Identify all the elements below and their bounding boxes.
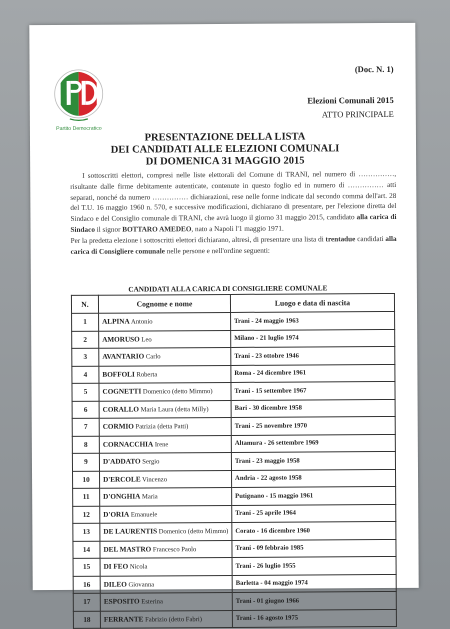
table-row [72, 451, 395, 470]
candidate-name [99, 382, 231, 400]
candidate-birth: Altamura - 26 settembre 1969 [231, 434, 395, 453]
candidate-name [99, 365, 231, 383]
candidate-surname: D'ERCOLE [103, 475, 141, 484]
candidate-name [100, 505, 232, 523]
table-row [72, 364, 395, 383]
candidate-number: 8 [72, 436, 99, 454]
candidate-first-name: Roberta [136, 371, 158, 379]
candidate-surname: FERRANTE [103, 615, 144, 624]
candidate-number: 7 [72, 418, 99, 436]
candidate-number: 5 [72, 383, 99, 401]
table-row [73, 574, 396, 593]
candidate-first-name: Irene [154, 441, 169, 449]
p2-part-c: nelle persone e nell'ordine seguenti: [164, 246, 270, 255]
candidate-number: 6 [72, 401, 99, 419]
candidate-surname: CORALLO [102, 405, 139, 414]
candidate-birth: Roma - 24 dicembre 1961 [231, 364, 395, 383]
table-row [73, 486, 396, 505]
candidate-birth: Trani - 15 settembre 1967 [231, 381, 395, 400]
title-line-2: DEI CANDIDATI ALLE ELEZIONI COMUNALI [110, 143, 340, 156]
candidate-birth: Milano - 21 luglio 1974 [231, 329, 395, 348]
candidate-birth: Barletta - 04 maggio 1974 [232, 574, 396, 593]
candidate-number: 15 [73, 558, 100, 576]
candidate-first-name: Antonio [130, 318, 153, 326]
candidate-name [100, 592, 232, 610]
candidate-surname: D'ONGHIA [103, 492, 141, 501]
candidate-first-name: Domenico (detto Mimmo) [158, 528, 229, 536]
p1-part-b: ……………, risultante dalle firme debitamente autenticate, contenute in questo foglio ed in numero di …………… atti separati, nonché da numero …………… dichiarazioni, rese nelle forme indicate dal secondo comma dell'art. 28 del T.U. 16 maggio 1960 n. 570, e successive modificazioni, dichiarano di presentare, per l'elezione diretta del Sindaco e del Consiglio comunale di TRANI, che avrà luogo il giorno 31 maggio 2015, candidato [70, 169, 397, 224]
candidate-name [99, 452, 231, 470]
candidates-table-body [72, 311, 397, 628]
declaration-text [70, 169, 397, 257]
election-title: Elezioni Comunali 2015 [307, 94, 394, 106]
table-row [73, 609, 396, 628]
candidate-name [100, 470, 232, 488]
candidate-surname: BOFFOLI [102, 370, 135, 379]
table-header-row [71, 293, 394, 313]
candidate-number: 9 [72, 453, 99, 471]
table-row [73, 521, 396, 540]
logo-caption: Partito Democratico [56, 125, 102, 133]
candidate-surname: CORNACCHIA [102, 440, 154, 449]
candidate-first-name: Giovanna [128, 581, 155, 589]
candidate-name [99, 347, 231, 365]
candidate-surname: DEL MASTRO [103, 545, 152, 554]
candidate-birth: Bari - 30 dicembre 1958 [231, 399, 395, 418]
candidate-surname: DI FEO [103, 562, 129, 571]
candidate-number: 13 [73, 523, 100, 541]
candidate-name [100, 540, 232, 558]
title-line-1: PRESENTAZIONE DELLA LISTA [144, 131, 306, 144]
p1-bold-candidate: BOTTARO AMEDEO [122, 225, 192, 234]
candidate-surname: AMORUSO [102, 335, 140, 344]
candidate-birth: Trani - 23 ottobre 1946 [231, 346, 395, 365]
document-page [29, 23, 418, 624]
pd-logo-icon [52, 67, 106, 137]
candidate-name [99, 400, 231, 418]
candidate-name [100, 610, 232, 628]
document-title [110, 131, 340, 168]
candidate-first-name: Maria Laura (detta Milly) [140, 405, 209, 414]
candidate-surname: D'ADDATO [102, 457, 141, 466]
declaration-paragraph-1 [70, 169, 396, 236]
candidate-name [99, 417, 231, 435]
p2-bold-office: alla carica di Consigliere comunale [70, 234, 397, 256]
candidate-birth: Trani - 25 novembre 1970 [231, 416, 395, 435]
table-row [73, 469, 396, 488]
candidate-first-name: Esterina [141, 598, 163, 606]
p2-part-a: Per la predetta elezione i sottoscritti elettori dichiarano, altresì, di presentare una lista di [70, 235, 326, 245]
table-row [72, 434, 395, 453]
table-caption: CANDIDATI ALLA CARICA DI CONSIGLIERE COMUNALE [128, 284, 328, 294]
table-row [73, 556, 396, 575]
table-row [73, 504, 396, 523]
p2-bold-count: trentadue [325, 234, 356, 244]
p2-part-b: candidati [355, 234, 386, 243]
candidate-first-name: Emanuele [130, 511, 158, 519]
p1-part-c: il signor [94, 225, 123, 234]
candidate-birth: Andria - 22 agosto 1958 [231, 469, 395, 488]
table-row [73, 539, 396, 558]
candidate-name [100, 557, 232, 575]
candidate-birth: Trani - 09 febbraio 1985 [232, 539, 396, 558]
header-number: N. [71, 295, 98, 313]
candidate-surname: DE LAURENTIS [103, 527, 158, 536]
candidate-first-name: Francesco Paolo [152, 545, 197, 554]
candidate-number: 10 [73, 471, 100, 489]
candidate-first-name: Fabrizio (detto Fabri) [145, 615, 202, 624]
candidate-birth: Trani - 24 maggio 1963 [231, 311, 395, 330]
header-birth: Luogo e data di nascita [230, 293, 394, 312]
p1-part-d: , nato a Napoli l'1 maggio 1971. [191, 224, 284, 234]
candidate-name [100, 575, 232, 593]
table-row [72, 311, 395, 330]
candidate-birth: Corato - 16 dicembre 1960 [232, 521, 396, 540]
candidate-surname: ESPOSITO [103, 597, 140, 606]
p1-bold-mayor: alla carica di Sindaco [70, 213, 397, 234]
candidate-surname: D'ORIA [103, 510, 130, 519]
candidate-surname: AVANTARIO [102, 352, 145, 361]
header-name: Cognome e nome [98, 294, 230, 313]
candidate-number: 4 [72, 366, 99, 384]
table-row [72, 329, 395, 348]
candidate-number: 12 [73, 506, 100, 524]
title-line-3: DI DOMENICA 31 MAGGIO 2015 [145, 155, 305, 168]
candidate-name [99, 330, 231, 348]
candidate-number: 1 [72, 313, 99, 331]
candidate-number: 17 [73, 593, 100, 611]
candidate-first-name: Carlo [145, 353, 161, 361]
table-row [72, 346, 395, 365]
candidate-first-name: Sergio [142, 458, 160, 466]
table-row [73, 591, 396, 610]
candidate-surname: DILEO [103, 580, 127, 589]
candidate-birth: Putignano - 15 maggio 1961 [232, 486, 396, 505]
candidate-first-name: Patrizia (detta Patti) [135, 423, 189, 431]
candidate-birth: Trani - 16 agosto 1975 [232, 609, 396, 628]
candidate-surname: COGNETTI [102, 387, 142, 396]
candidate-name [100, 522, 232, 540]
candidate-first-name: Maria [141, 493, 158, 501]
candidate-first-name: Vincenzo [142, 476, 168, 484]
candidate-number: 11 [73, 488, 100, 506]
candidate-first-name: Leo [141, 336, 152, 344]
candidate-birth: Trani - 23 maggio 1958 [231, 451, 395, 470]
candidate-number: 16 [73, 576, 100, 594]
table-row [72, 416, 395, 435]
candidate-birth: Trani - 01 giugno 1966 [232, 591, 396, 610]
table-row [72, 399, 395, 418]
candidate-surname: ALPINA [102, 317, 130, 326]
table-row [72, 381, 395, 400]
candidate-birth: Trani - 26 luglio 1955 [232, 556, 396, 575]
candidates-table [71, 293, 397, 629]
candidate-number: 3 [72, 348, 99, 366]
candidate-birth: Trani - 25 aprile 1964 [232, 504, 396, 523]
candidate-first-name: Domenico (detto Mimmo) [142, 388, 213, 396]
declaration-paragraph-2 [71, 234, 397, 258]
act-label: ATTO PRINCIPALE [321, 108, 394, 120]
candidate-surname: CORMIO [102, 422, 134, 431]
p1-part-a: I sottoscritti elettori, compresi nelle liste elettorali del Comune di TRANI, nel numero di [82, 170, 359, 180]
candidate-name [100, 487, 232, 505]
candidate-first-name: Nicola [129, 563, 148, 571]
candidate-number: 14 [73, 541, 100, 559]
candidate-number: 18 [73, 611, 100, 629]
candidate-name [99, 435, 231, 453]
doc-number: (Doc. N. 1) [354, 63, 394, 75]
candidate-number: 2 [72, 331, 99, 349]
candidate-name [99, 312, 231, 330]
